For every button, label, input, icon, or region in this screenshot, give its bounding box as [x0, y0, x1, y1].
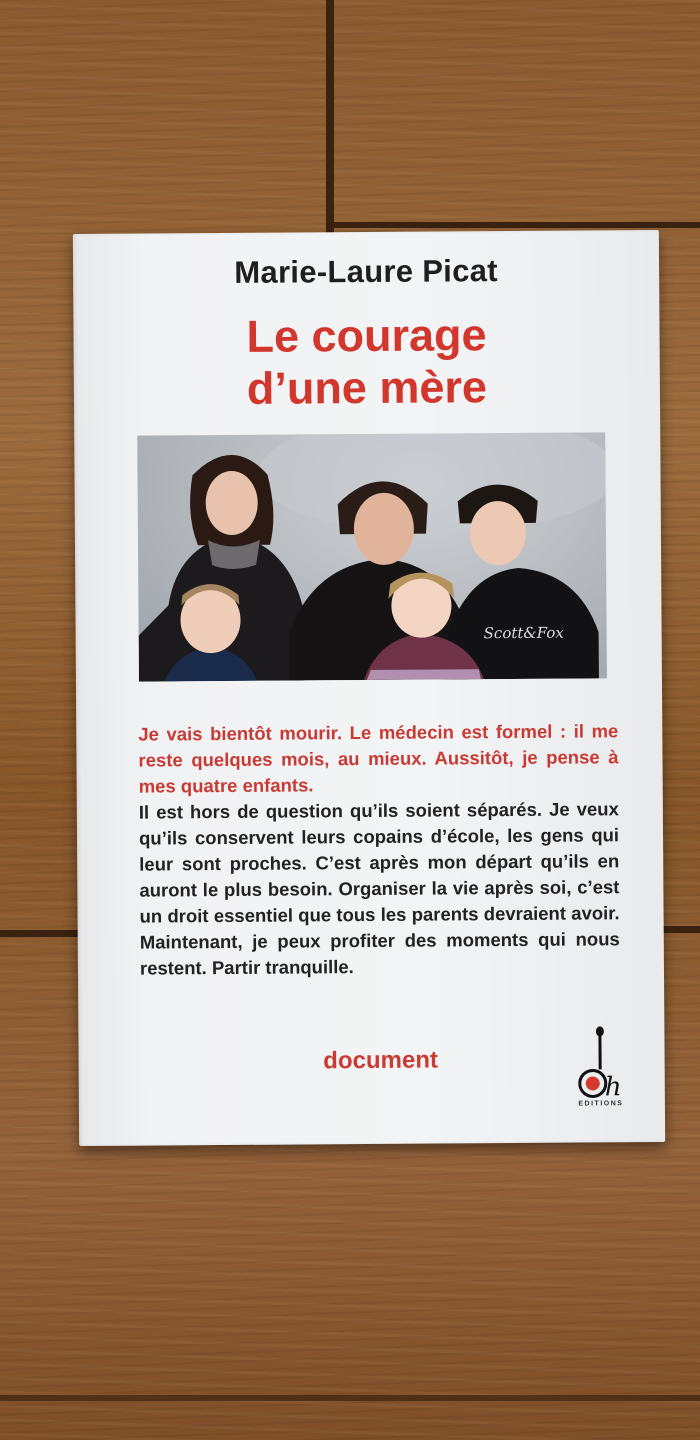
- shirt-print: Scott&Fox: [483, 623, 564, 643]
- book-title: [73, 308, 660, 416]
- book-title-line-1: Le courage: [246, 309, 487, 362]
- floor-plank-seam: [326, 0, 334, 235]
- author-name: Marie-Laure Picat: [234, 253, 498, 290]
- publisher-logo-icon: [568, 1025, 633, 1111]
- publisher-logo-h: h: [604, 1072, 622, 1103]
- back-cover-blurb: [138, 718, 620, 981]
- publisher-name: EDITIONS: [578, 1100, 624, 1108]
- floor-plank-seam: [0, 930, 80, 937]
- book-title-line-2: d’une mère: [246, 361, 488, 414]
- floor-plank-seam: [0, 1395, 700, 1401]
- floor-plank-seam: [660, 926, 700, 933]
- book-cover: [73, 230, 665, 1146]
- genre-label: document: [323, 1046, 439, 1075]
- floor-plank-seam: [334, 222, 700, 228]
- family-photo: [137, 432, 607, 681]
- blurb-lead: Je vais bientôt mourir. Le médecin est formel : il me reste quelques mois, au mieux. Aussitôt, je pense à mes quatre enfants.: [138, 720, 619, 797]
- family-photo-illustration: [137, 432, 607, 681]
- blurb-body: Il est hors de question qu’ils soient séparés. Je veux qu’ils conservent leurs copains d’école, les gens qui leur sont proches. C’est après mon départ qu’ils en auront le plus besoin. Organiser la vie après soi, c’est un droit essentiel que tous les parents devraient avoir. Maintenant, je peux profiter des moments qui nous restent. Partir tranquille.: [138, 798, 620, 979]
